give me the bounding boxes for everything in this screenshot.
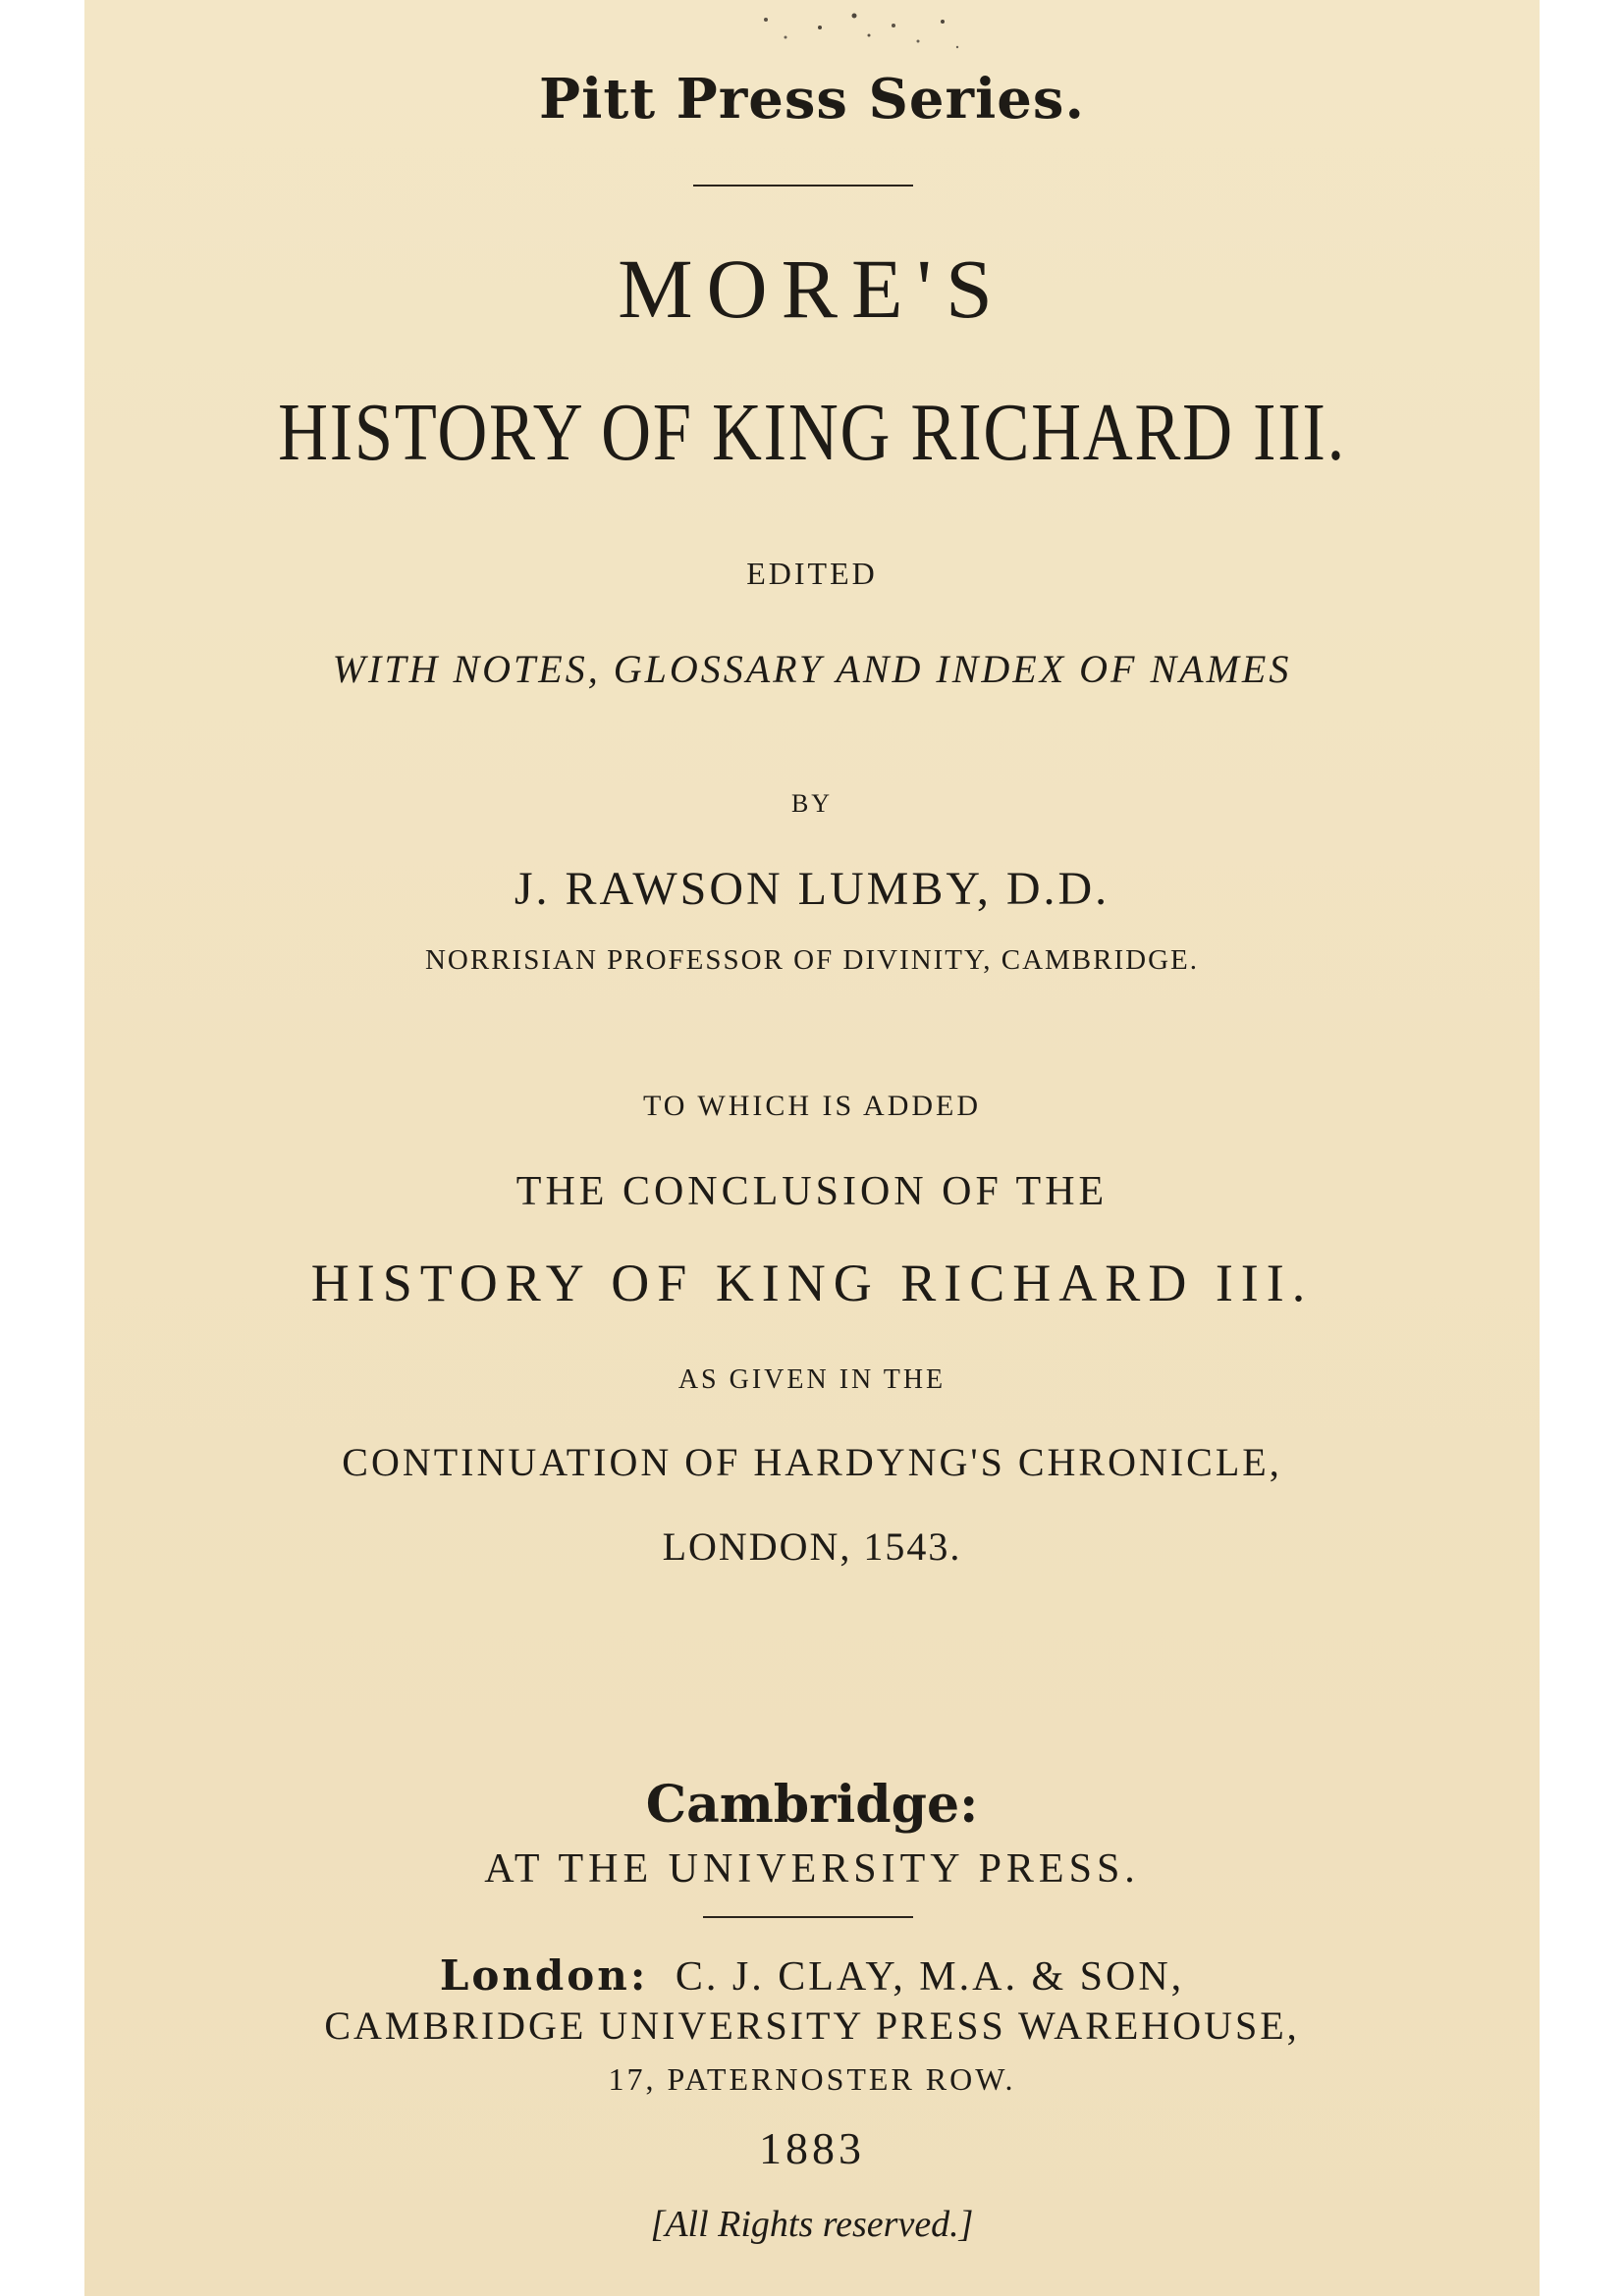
imprint-university-press: AT THE UNIVERSITY PRESS. xyxy=(484,1846,1140,1892)
print-specks-decoration xyxy=(746,8,972,57)
by-label: BY xyxy=(790,789,834,818)
imprint-london-publisher: C. J. CLAY, M.A. & SON, xyxy=(675,1954,1185,2000)
imprint-address: 17, PATERNOSTER ROW. xyxy=(608,2061,1016,2097)
work-title: HISTORY OF KING RICHARD III. xyxy=(278,387,1346,478)
imprint-place: Cambridge: xyxy=(645,1775,979,1835)
author-title: MORE'S xyxy=(618,241,1006,336)
addendum-london-date: LONDON, 1543. xyxy=(662,1524,962,1569)
editor-title: NORRISIAN PROFESSOR OF DIVINITY, CAMBRIDGE. xyxy=(424,944,1199,976)
addendum-conclusion: THE CONCLUSION OF THE xyxy=(515,1169,1109,1214)
imprint-rights: [All Rights reserved.] xyxy=(650,2204,974,2245)
imprint-warehouse: CAMBRIDGE UNIVERSITY PRESS WAREHOUSE, xyxy=(324,2003,1300,2048)
addendum-intro: TO WHICH IS ADDED xyxy=(642,1090,982,1122)
series-title: Pitt Press Series. xyxy=(539,67,1085,132)
edited-label: EDITED xyxy=(746,556,878,591)
edited-with-notes: WITH NOTES, GLOSSARY AND INDEX OF NAMES xyxy=(332,647,1292,691)
imprint-year: 1883 xyxy=(759,2123,865,2173)
addendum-given-in: AS GIVEN IN THE xyxy=(677,1364,947,1395)
top-rule xyxy=(693,185,913,187)
imprint-london-line xyxy=(0,1951,1624,2001)
editor-name: J. RAWSON LUMBY, D.D. xyxy=(514,863,1110,915)
imprint-london-label: London: xyxy=(439,1951,649,2000)
addendum-history-title: HISTORY OF KING RICHARD III. xyxy=(310,1254,1314,1312)
imprint-rule xyxy=(703,1916,913,1918)
addendum-continuation: CONTINUATION OF HARDYNG'S CHRONICLE, xyxy=(342,1440,1282,1484)
